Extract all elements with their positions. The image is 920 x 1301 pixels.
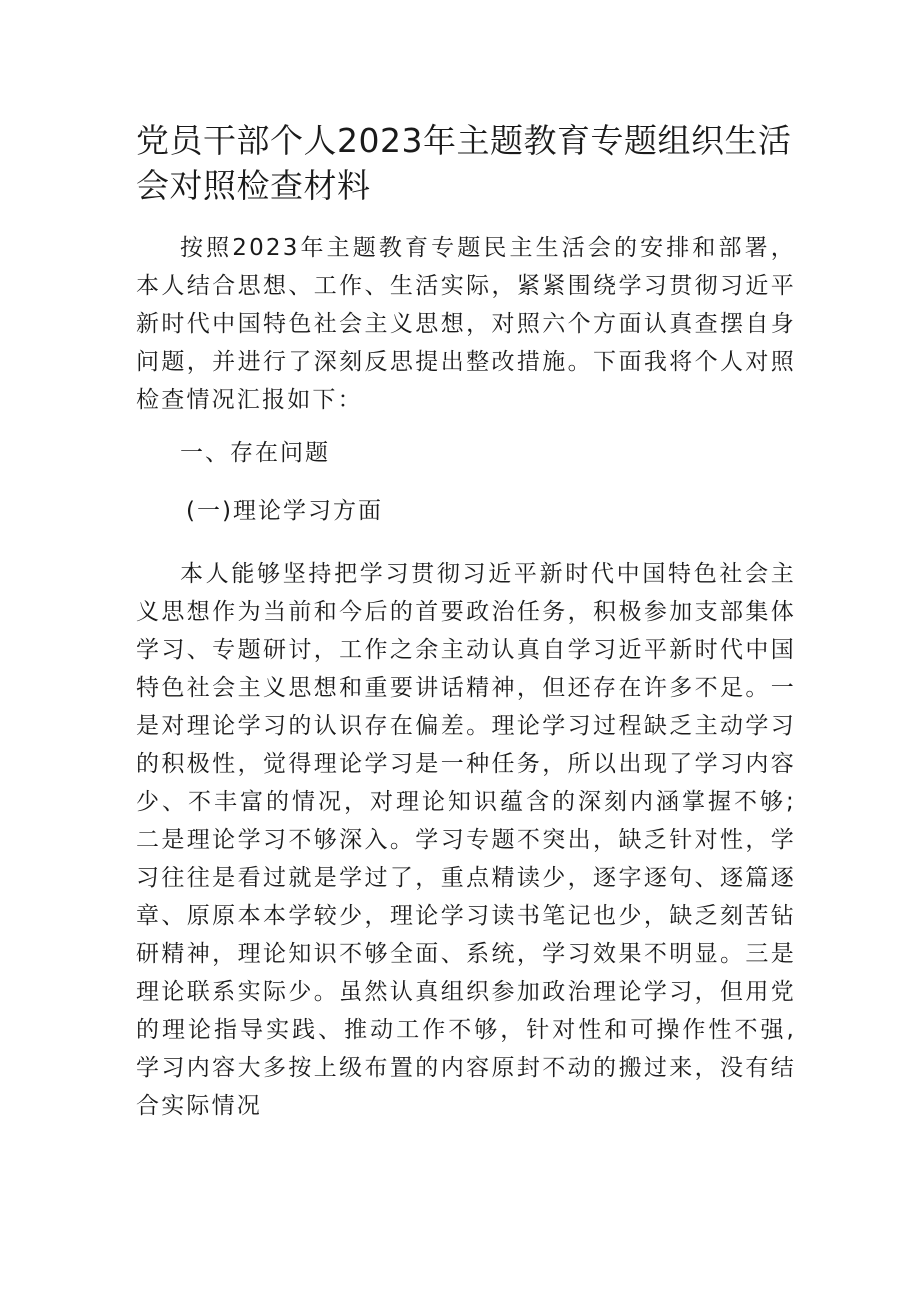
body-paragraph: 本人能够坚持把学习贯彻习近平新时代中国特色社会主义思想作为当前和今后的首要政治任务，积极参加支部集体学习、专题研讨，工作之余主动认真自学习近平新时代中国特色社会主义思想和重要讲话精神，但还存在许多不足。一是对理论学习的认识存在偏差。理论学习过程缺乏主动学习的积极性，觉得理论学习是一种任务，所以出现了学习内容少、不丰富的情况，对理论知识蕴含的深刻内涵掌握不够;二是理论学习不够深入。学习专题不突出，缺乏针对性，学习往往是看过就是学过了，重点精读少，逐字逐句、逐篇逐章、原原本本学较少，理论学习读书笔记也少，缺乏刻苦钻研精神，理论知识不够全面、系统，学习效果不明显。三是理论联系实际少。虽然认真组织参加政治理论学习，但用党的理论指导实践、推动工作不够，针对性和可操作性不强,学习内容大多按上级布置的内容原封不动的搬过来，没有结合实际情况 [136, 561, 796, 1119]
subsection-heading: (一)理论学习方面 [186, 498, 383, 524]
section-heading: 一、存在问题 [180, 440, 330, 466]
intro-paragraph: 按照2023年主题教育专题民主生活会的安排和部署，本人结合思想、工作、生活实际，紧紧围绕学习贯彻习近平新时代中国特色社会主义思想，对照六个方面认真查摆自身问题，并进行了深刻反思提出整改措施。下面我将个人对照检查情况汇报如下： [136, 235, 796, 413]
document-title: 党员干部个人2023年主题教育专题组织生活会对照检查材料 [136, 121, 792, 205]
